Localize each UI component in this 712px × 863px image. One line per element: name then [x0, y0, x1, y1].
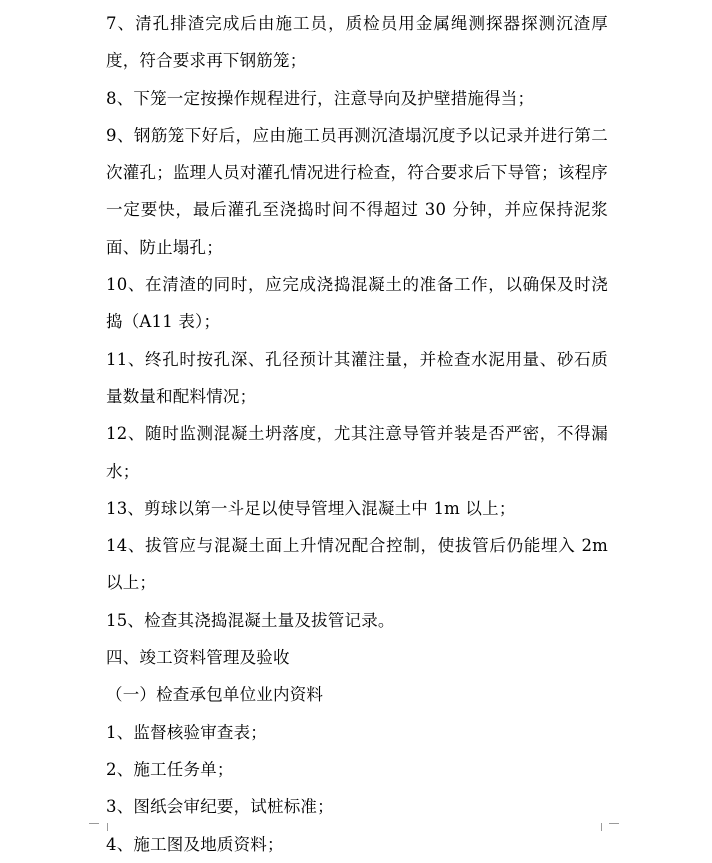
margin-corner-mark-right	[601, 823, 610, 831]
list-item-4: 4、施工图及地质资料；	[106, 834, 284, 854]
paragraph-item-8: 8、下笼一定按操作规程进行，注意导向及护壁措施得当；	[106, 88, 535, 108]
list-item-1: 1、监督核验审查表；	[106, 722, 267, 742]
paragraph-item-10: 10、在清渣的同时，应完成浇捣混凝土的准备工作，以确保及时浇捣（A11 表）；	[106, 275, 608, 332]
list-item-3: 3、图纸会审纪要，试桩标准；	[106, 797, 334, 817]
document-body	[0, 5, 712, 863]
paragraph-item-15: 15、检查其浇捣混凝土量及拔管记录。	[106, 610, 395, 630]
paragraph-item-7: 7、清孔排渣完成后由施工员，质检员用金属绳测探器探测沉渣厚度，符合要求再下钢筋笼；	[106, 14, 608, 71]
subsection-heading-contractor-records: （一）检查承包单位业内资料	[106, 685, 324, 705]
paragraph-item-14: 14、拔管应与混凝土面上升情况配合控制，使拔管后仍能埋入 2m 以上；	[106, 536, 608, 593]
list-item-2: 2、施工任务单；	[106, 759, 234, 779]
margin-corner-line-right	[609, 823, 619, 824]
margin-corner-line-left	[89, 823, 99, 824]
paragraph-item-12: 12、随时监测混凝土坍落度，尤其注意导管并装是否严密，不得漏水；	[106, 424, 608, 481]
margin-corner-mark-left	[99, 823, 108, 831]
paragraph-item-9: 9、钢筋笼下好后，应由施工员再测沉渣塌沉度予以记录并进行第二次灌孔；监理人员对灌孔情况进行检查，符合要求后下导管；该程序一定要快，最后灌孔至浇捣时间不得超过 30 分钟，并应保持泥浆面、防止塌孔；	[106, 125, 608, 257]
paragraph-item-13: 13、剪球以第一斗足以使导管埋入混凝土中 1m 以上；	[106, 498, 516, 518]
section-heading-acceptance: 四、竣工资料管理及验收	[106, 648, 290, 668]
paragraph-item-11: 11、终孔时按孔深、孔径预计其灌注量，并检查水泥用量、砂石质量数量和配料情况；	[106, 349, 608, 406]
